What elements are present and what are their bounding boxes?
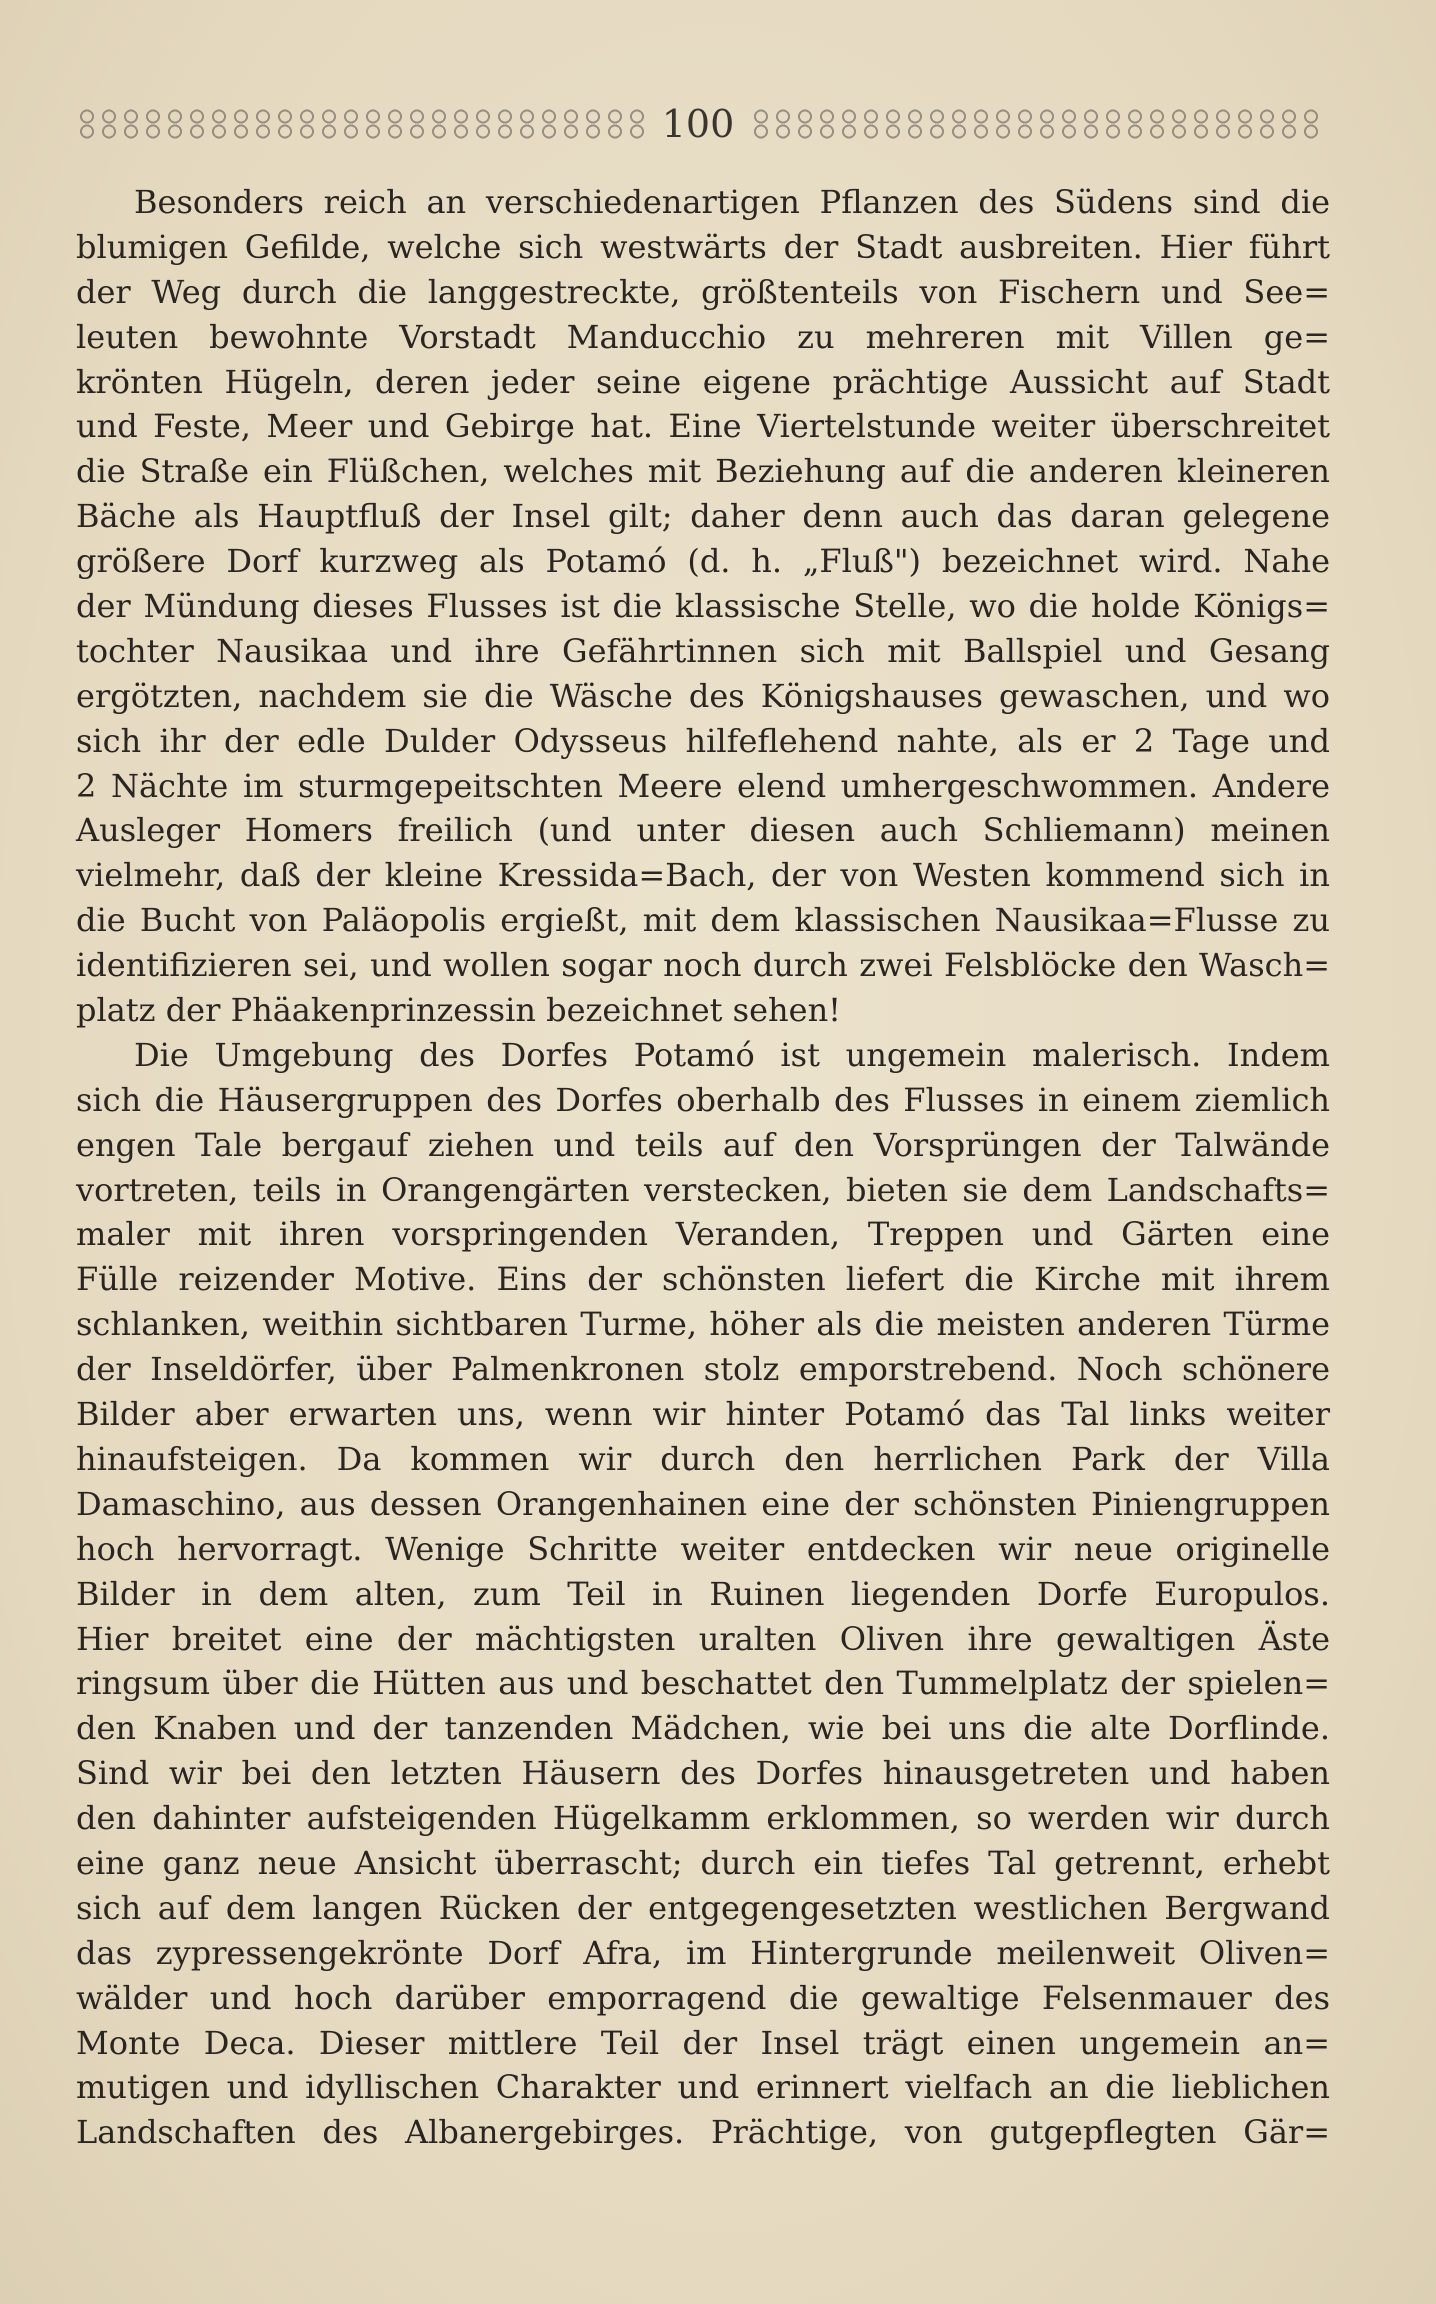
text-line: mutigen und idyllischen Charakter und erinnert vielfach an die lieblichen	[76, 2068, 1330, 2107]
text-line: der Inseldörfer, über Palmenkronen stolz emporstrebend. Noch schönere	[76, 1350, 1330, 1389]
text-line: maler mit ihren vorspringenden Veranden, Treppen und Gärten eine	[76, 1215, 1330, 1254]
text-line: Besonders reich an verschiedenartigen Pflanzen des Südens sind die	[134, 183, 1330, 221]
text-line: wälder und hoch darüber emporragend die gewaltige Felsenmauer des	[76, 1978, 1330, 2017]
text-line: Bilder aber erwarten uns, wenn wir hinter Potamó das Tal links weiter	[76, 1395, 1330, 1434]
text-line: die Straße ein Flüßchen, welches mit Beziehung auf die anderen kleineren	[76, 452, 1330, 491]
text-line: eine ganz neue Ansicht überrascht; durch ein tiefes Tal getrennt, erhebt	[76, 1843, 1330, 1882]
text-line: Sind wir bei den letzten Häusern des Dorfes hinausgetreten und haben	[76, 1754, 1330, 1793]
text-line: leuten bewohnte Vorstadt Manducchio zu mehreren mit Villen ge=	[76, 317, 1330, 356]
text-line: der Mündung dieses Flusses ist die klassische Stelle, wo die holde Königs=	[76, 587, 1330, 626]
text-line: den dahinter aufsteigenden Hügelkamm erklommen, so werden wir durch	[76, 1799, 1330, 1838]
text-line: hoch hervorragt. Wenige Schritte weiter entdecken wir neue originelle	[76, 1529, 1330, 1568]
text-line: blumigen Gefilde, welche sich westwärts der Stadt ausbreiten. Hier führt	[76, 227, 1330, 266]
ornament-border-right	[750, 109, 1320, 139]
text-line: hinaufsteigen. Da kommen wir durch den herrlichen Park der Villa	[76, 1439, 1330, 1478]
text-line: sich die Häusergruppen des Dorfes oberhalb des Flusses in einem ziemlich	[76, 1080, 1330, 1119]
text-line: Ausleger Homers freilich (und unter diesen auch Schliemann) meinen	[76, 811, 1330, 850]
text-line: das zypressengekrönte Dorf Afra, im Hintergrunde meilenweit Oliven=	[76, 1933, 1330, 1972]
text-line: vortreten, teils in Orangengärten verstecken, bieten sie dem Landschafts=	[76, 1170, 1330, 1209]
text-line: den Knaben und der tanzenden Mädchen, wie bei uns die alte Dorflinde.	[76, 1709, 1330, 1748]
page-number: 100	[661, 102, 735, 146]
text-line: die Bucht von Paläopolis ergießt, mit dem klassischen Nausikaa=Flusse zu	[76, 901, 1330, 940]
text-line: platz der Phäakenprinzessin bezeichnet sehen!	[76, 991, 842, 1030]
text-line: Hier breitet eine der mächtigsten uralten Oliven ihre gewaltigen Äste	[76, 1619, 1330, 1658]
text-line: und Feste, Meer und Gebirge hat. Eine Viertelstunde weiter überschreitet	[76, 407, 1330, 446]
text-line: Fülle reizender Motive. Eins der schönsten liefert die Kirche mit ihrem	[76, 1260, 1330, 1299]
text-line: Bilder in dem alten, zum Teil in Ruinen liegenden Dorfe Europulos.	[76, 1574, 1330, 1613]
text-line: ringsum über die Hütten aus und beschattet den Tummelplatz der spielen=	[76, 1664, 1330, 1703]
text-line: Landschaften des Albanergebirges. Prächtige, von gutgepflegten Gär=	[76, 2113, 1330, 2152]
text-line: sich auf dem langen Rücken der entgegengesetzten westlichen Bergwand	[76, 1888, 1330, 1927]
page-header	[76, 100, 1320, 148]
text-line: der Weg durch die langgestreckte, größtenteils von Fischern und See=	[76, 272, 1330, 311]
text-line: Monte Deca. Dieser mittlere Teil der Insel trägt einen ungemein an=	[76, 2023, 1330, 2062]
text-line: Bäche als Hauptfluß der Insel gilt; daher denn auch das daran gelegene	[76, 497, 1330, 536]
text-line: identifizieren sei, und wollen sogar noch durch zwei Felsblöcke den Wasch=	[76, 946, 1330, 985]
text-line: Damaschino, aus dessen Orangenhainen eine der schönsten Piniengruppen	[76, 1484, 1330, 1523]
text-line: Die Umgebung des Dorfes Potamó ist ungemein malerisch. Indem	[134, 1035, 1330, 1074]
ornament-border-left	[76, 109, 646, 139]
text-line: sich ihr der edle Dulder Odysseus hilfeflehend nahte, als er 2 Tage und	[76, 721, 1330, 760]
text-line: tochter Nausikaa und ihre Gefährtinnen sich mit Ballspiel und Gesang	[76, 631, 1330, 670]
text-line: ergötzten, nachdem sie die Wäsche des Königshauses gewaschen, und wo	[76, 676, 1330, 715]
text-line: 2 Nächte im sturmgepeitschten Meere elend umhergeschwommen. Andere	[76, 766, 1330, 805]
text-line: engen Tale bergauf ziehen und teils auf den Vorsprüngen der Talwände	[76, 1125, 1330, 1164]
body-text	[76, 180, 1330, 2155]
text-line: größere Dorf kurzweg als Potamó (d. h. „Fluß") bezeichnet wird. Nahe	[76, 542, 1330, 581]
text-line: schlanken, weithin sichtbaren Turme, höher als die meisten anderen Türme	[76, 1305, 1330, 1344]
text-line: vielmehr, daß der kleine Kressida=Bach, der von Westen kommend sich in	[76, 856, 1330, 895]
text-line: krönten Hügeln, deren jeder seine eigene prächtige Aussicht auf Stadt	[76, 362, 1330, 401]
